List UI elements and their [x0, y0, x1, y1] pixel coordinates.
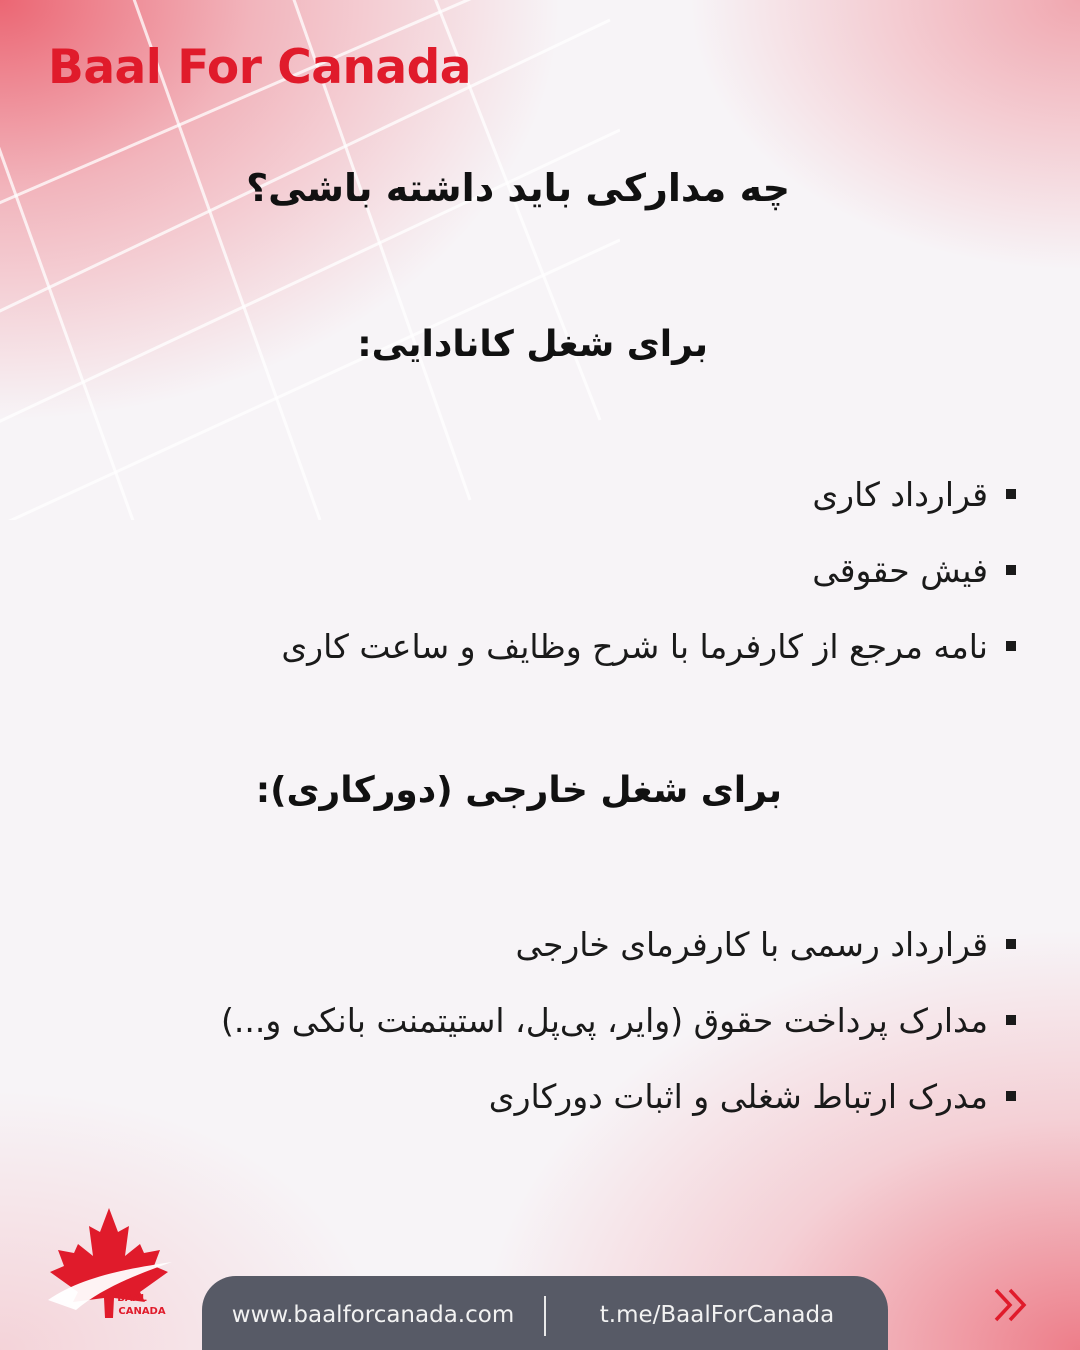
baal-canada-logo: [42, 1204, 176, 1320]
bullet-icon: [1006, 1091, 1016, 1101]
list-item: [221, 982, 1016, 1058]
logo-text-canada: CANADA: [118, 1306, 166, 1317]
list-item: [221, 906, 1016, 982]
bullet-icon: [1006, 1015, 1016, 1025]
list-item: [221, 1058, 1016, 1134]
telegram-link[interactable]: t.me/BaalForCanada: [599, 1302, 835, 1328]
list-item-text: قرارداد رسمی با کارفرمای خارجی: [515, 924, 988, 964]
list-item: [281, 608, 1016, 684]
bullet-icon: [1006, 939, 1016, 949]
list-item: [281, 532, 1016, 608]
list-item-text: مدارک پرداخت حقوق (وایر، پی‌پل، استیتمنت بانکی و...): [221, 1000, 988, 1040]
list-item-text: نامه مرجع از کارفرما با شرح وظایف و ساعت کاری: [281, 626, 988, 666]
page-title: چه مدارکی باید داشته باشی؟: [246, 166, 790, 210]
footer-bar: [202, 1276, 888, 1350]
website-link[interactable]: www.baalforcanada.com: [231, 1302, 515, 1328]
canadian-job-documents-list: [281, 456, 1016, 684]
list-item-text: فیش حقوقی: [812, 550, 988, 590]
brand-title: Baal For Canada: [48, 40, 472, 95]
list-item: [281, 456, 1016, 532]
bullet-icon: [1006, 641, 1016, 651]
logo-text-baal: BAAL: [117, 1293, 147, 1304]
list-item-text: مدرک ارتباط شغلی و اثبات دورکاری: [488, 1076, 988, 1116]
section-heading-foreign-job: برای شغل خارجی (دورکاری):: [255, 770, 782, 811]
double-chevron-right-icon[interactable]: [990, 1284, 1032, 1326]
foreign-job-documents-list: [221, 906, 1016, 1134]
section-heading-canadian-job: برای شغل کانادایی:: [357, 324, 708, 365]
bullet-icon: [1006, 489, 1016, 499]
bullet-icon: [1006, 565, 1016, 575]
list-item-text: قرارداد کاری: [812, 474, 988, 514]
